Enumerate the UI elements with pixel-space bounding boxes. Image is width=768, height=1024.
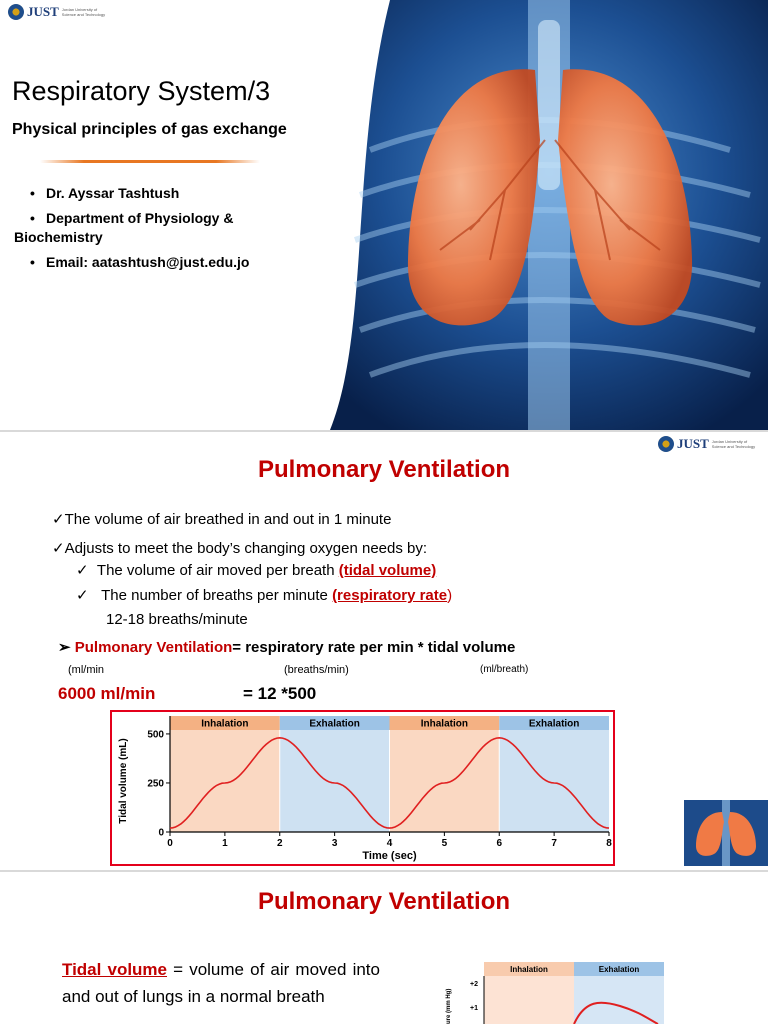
unit-ml-min: (ml/min (68, 664, 105, 676)
phase-band (390, 730, 500, 832)
bullet-icon: • (30, 185, 35, 201)
x-tick-label: 3 (331, 838, 338, 849)
phase-label: Exhalation (309, 718, 360, 730)
tidal-volume-term: Tidal volume (62, 960, 168, 979)
x-tick-label: 0 (167, 838, 173, 849)
university-logo (8, 4, 106, 20)
tidal-volume-definition (62, 956, 380, 1010)
checkmark-icon: ✓ (76, 562, 89, 579)
formula-text: = respiratory rate per min * tidal volume (232, 639, 516, 656)
checkmark-icon: ✓ (76, 587, 89, 604)
slide-title: Pulmonary Ventilation (257, 456, 511, 483)
x-tick-label: 2 (276, 838, 283, 849)
x-tick-label: 7 (551, 838, 557, 849)
y-tick: +2 (470, 981, 478, 988)
author-name: Dr. Ayssar Tashtush (46, 185, 180, 201)
logo-subtext: Jordan University of Science and Technology (711, 439, 756, 449)
unit-ml-breath: (ml/breath) (480, 664, 529, 675)
author-list (14, 184, 330, 278)
x-tick-label: 4 (386, 838, 393, 849)
logo-wordmark: JUST (27, 4, 59, 19)
result-value: 6000 ml/min (58, 684, 156, 703)
logo-wordmark: JUST (677, 436, 709, 451)
phase-label: Exhalation (528, 718, 580, 730)
checkmark-icon: ✓ (52, 511, 65, 528)
y-axis-label: ure (mm Hg) (446, 988, 452, 1024)
formula-term: Pulmonary Ventilation (74, 639, 233, 656)
respiratory-rate-term: (respiratory rate (332, 587, 448, 604)
phase-label: Inhalation (201, 718, 249, 730)
x-tick-label: 8 (606, 838, 612, 849)
bullet-icon: • (30, 210, 35, 226)
y-tick-label: 0 (158, 827, 164, 839)
phase-band (170, 730, 280, 832)
university-seal-icon (8, 4, 24, 20)
y-axis-label: Tidal volume (mL) (118, 738, 129, 824)
rate-range: 12-18 breaths/minute (106, 611, 248, 628)
tidal-volume-line (76, 561, 436, 579)
department-line2: Biochemistry (14, 229, 103, 245)
phase-label: Inhalation (510, 965, 548, 974)
author-name-item (30, 184, 330, 203)
result-equation: = 12 *500 (243, 684, 317, 703)
arrow-bullet-icon: ➢ (58, 639, 71, 656)
phase-band (280, 730, 390, 832)
respiratory-rate-paren: ) (447, 587, 453, 604)
y-tick-label: 500 (147, 729, 164, 741)
respiratory-rate-line (76, 586, 452, 604)
respiratory-rate-text: The number of breaths per minute (101, 587, 333, 604)
title-underline (40, 160, 260, 163)
logo-subtext: Jordan University of Science and Technology (61, 7, 106, 17)
tidal-volume-chart (112, 712, 613, 864)
email-item (30, 253, 330, 272)
phase-band (499, 730, 609, 832)
slide-title: Respiratory System/3 (12, 76, 271, 106)
department-line1: Department of Physiology & (46, 210, 234, 226)
tidal-volume-chart-frame (110, 710, 615, 866)
department-item (14, 209, 330, 247)
author-email: Email: aatashtush@just.edu.jo (46, 254, 250, 270)
lungs-illustration (330, 0, 768, 430)
tidal-volume-term: (tidal volume) (338, 562, 437, 579)
unit-breaths-min: (breaths/min) (284, 664, 349, 676)
definition-line (52, 510, 391, 528)
tidal-volume-text: The volume of air moved per breath (96, 562, 339, 579)
x-tick-label: 6 (496, 838, 503, 849)
x-axis-label: Time (sec) (362, 850, 417, 862)
phase-label: Inhalation (420, 718, 468, 730)
tidal-volume-slide (0, 872, 768, 1024)
checkmark-icon: ✓ (52, 540, 65, 557)
bullet-icon: • (30, 254, 35, 270)
pressure-chart (440, 960, 666, 1024)
adjusts-text: Adjusts to meet the body’s changing oxygen needs by: (64, 540, 428, 557)
x-tick-label: 5 (441, 838, 448, 849)
definition-text: The volume of air breathed in and out in 1 minute (64, 511, 392, 528)
y-tick-label: 250 (147, 778, 164, 790)
definition-text: = volume of air moved into and out of lungs in a normal breath (62, 960, 380, 1006)
adjusts-line (52, 539, 427, 557)
phase-label: Exhalation (598, 965, 640, 974)
slide-title: Pulmonary Ventilation (257, 888, 511, 915)
formula-line (58, 638, 515, 656)
x-tick-label: 1 (222, 838, 228, 849)
slide-subtitle: Physical principles of gas exchange (12, 121, 287, 138)
y-tick: +1 (470, 1005, 478, 1012)
title-slide (0, 0, 768, 430)
university-seal-icon (658, 436, 674, 452)
university-logo (658, 436, 756, 452)
lungs-thumbnail (684, 800, 768, 866)
pulmonary-ventilation-slide (0, 432, 768, 870)
